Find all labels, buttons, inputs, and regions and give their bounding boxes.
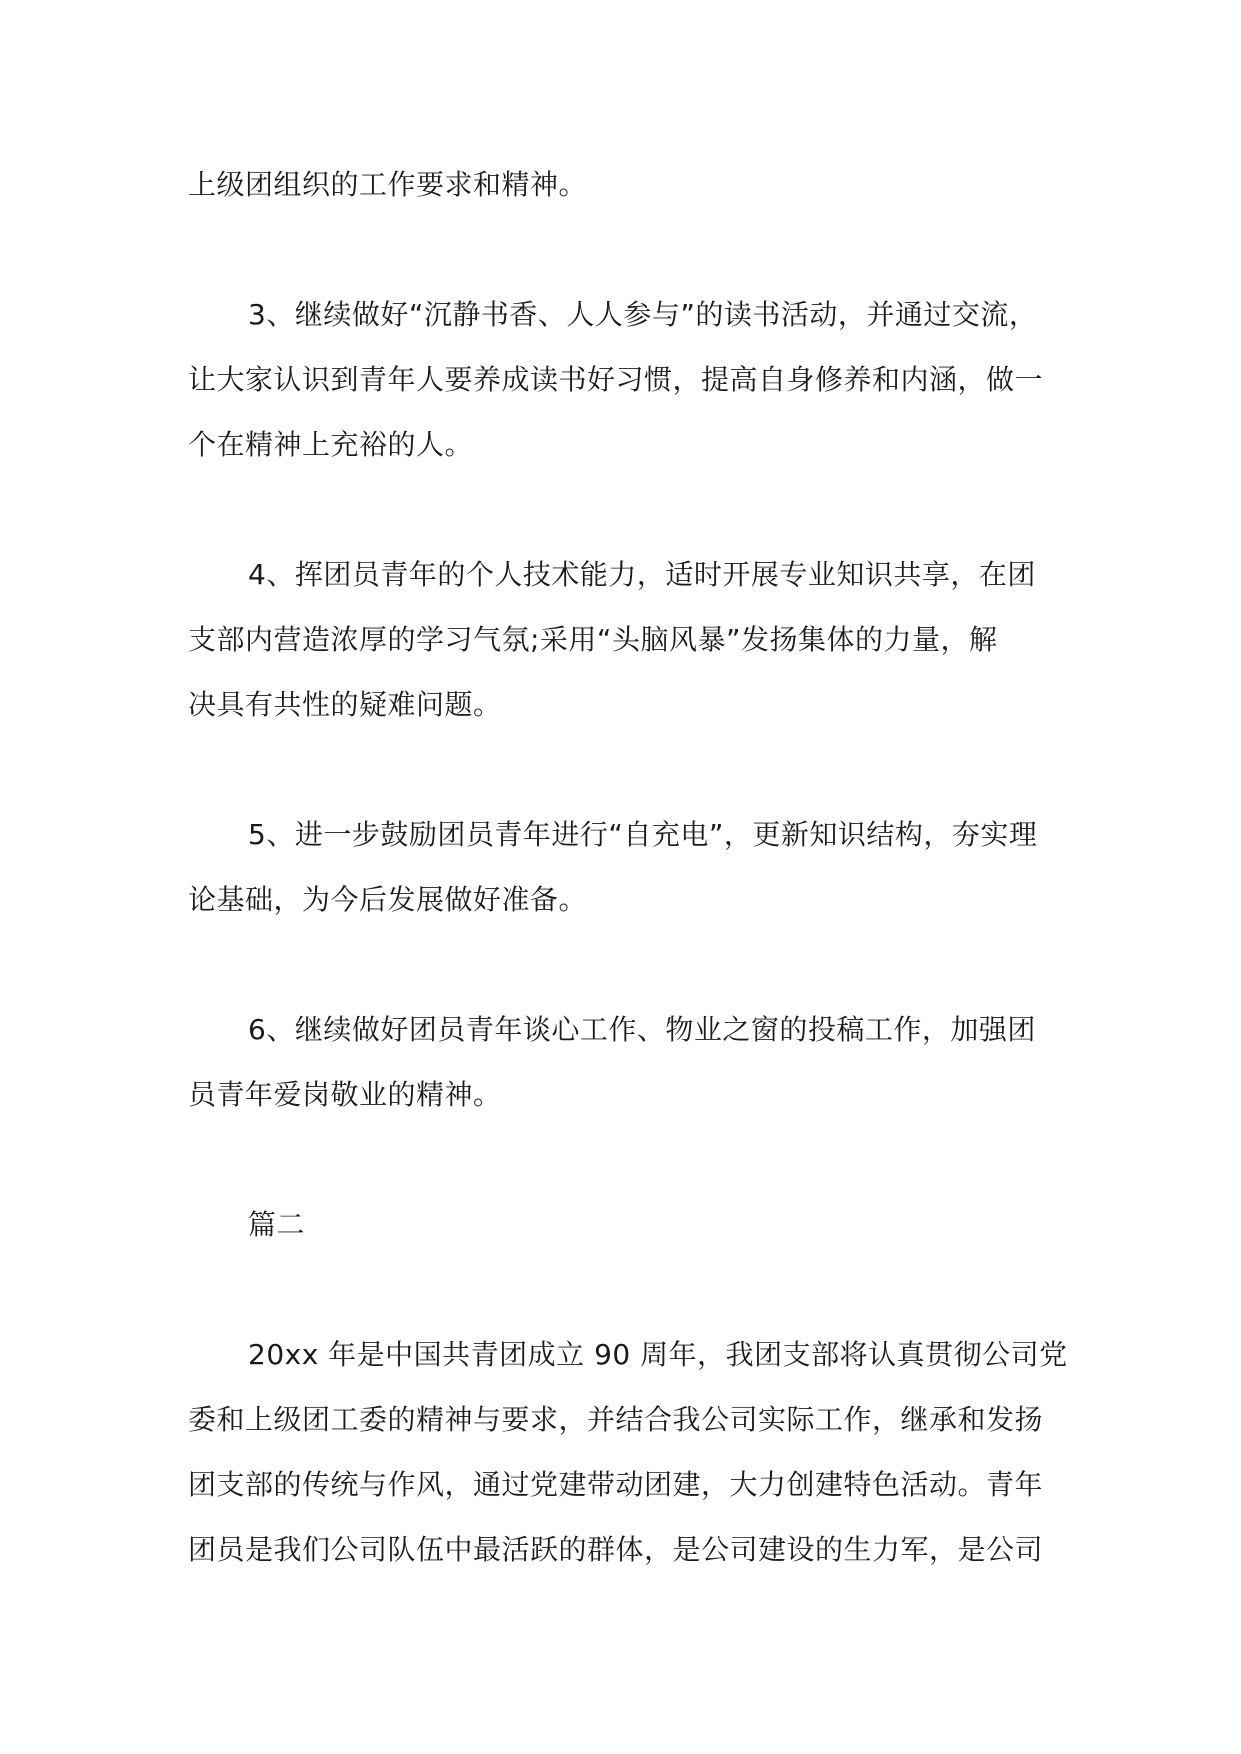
text-line: 支部内营造浓厚的学习气氛;采用“头脑风暴”发扬集体的力量，解 — [188, 623, 998, 656]
text-line: 让大家认识到青年人要养成读书好习惯，提高自身修养和内涵，做一 — [188, 363, 1044, 396]
text-line: 5、进一步鼓励团员青年进行“自充电”，更新知识结构，夯实理 — [248, 818, 1038, 851]
text-line: 20xx 年是中国共青团成立 90 周年，我团支部将认真贯彻公司党 — [248, 1338, 1068, 1371]
text-line: 3、继续做好“沉静书香、人人参与”的读书活动，并通过交流， — [248, 298, 1038, 331]
text-line: 决具有共性的疑难问题。 — [188, 688, 502, 721]
text-line: 6、继续做好团员青年谈心工作、物业之窗的投稿工作，加强团 — [248, 1013, 1036, 1046]
text-line: 上级团组织的工作要求和精神。 — [188, 168, 588, 201]
section-heading: 篇二 — [248, 1208, 306, 1241]
text-line: 团支部的传统与作风，通过党建带动团建，大力创建特色活动。青年 — [188, 1468, 1044, 1501]
text-line: 论基础，为今后发展做好准备。 — [188, 883, 588, 916]
text-line: 4、挥团员青年的个人技术能力，适时开展专业知识共享，在团 — [248, 558, 1036, 591]
text-line: 委和上级团工委的精神与要求，并结合我公司实际工作，继承和发扬 — [188, 1403, 1044, 1436]
text-line: 团员是我们公司队伍中最活跃的群体，是公司建设的生力军，是公司 — [188, 1533, 1044, 1566]
text-line: 个在精神上充裕的人。 — [188, 428, 474, 461]
text-line: 员青年爱岗敬业的精神。 — [188, 1078, 502, 1111]
